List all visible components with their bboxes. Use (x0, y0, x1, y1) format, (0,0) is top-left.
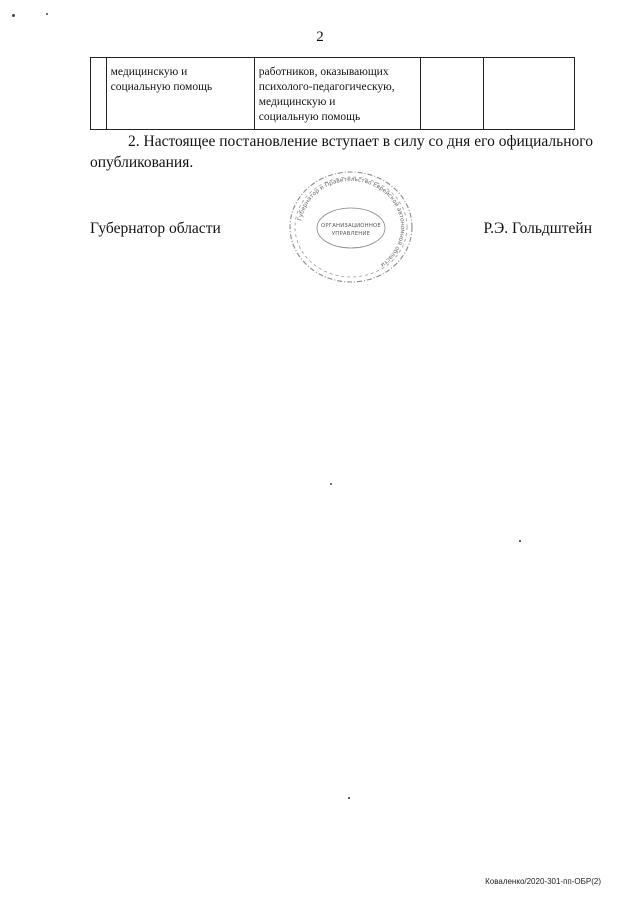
cell-text-line: работников, оказывающих (258, 66, 389, 78)
continuation-table (90, 57, 575, 130)
page-number: 2 (316, 29, 324, 45)
cell-text-line: медицинскую и (110, 66, 188, 78)
cell-text-line: медицинскую и (258, 96, 336, 108)
scan-speck (46, 13, 48, 15)
stamp-center-line: ОРГАНИЗАЦИОННОЕ (321, 223, 381, 229)
table-cell-number (91, 58, 107, 130)
scan-speck (12, 14, 15, 17)
cell-text-line: социальную помощь (110, 81, 213, 93)
cell-text-line: социальную помощь (258, 111, 361, 123)
scan-speck (330, 483, 332, 485)
table-cell-category (106, 58, 254, 130)
table-cell-empty (420, 58, 484, 130)
table-cell-empty (484, 58, 575, 130)
stamp-center-line: УПРАВЛЕНИЕ (331, 231, 371, 237)
official-stamp (284, 168, 418, 286)
body-paragraph: 2. Настоящее постановление вступает в силу со дня его официального опубликования. (90, 133, 593, 171)
cell-text-line: психолого-педагогическую, (258, 81, 395, 93)
signatory-title: Губернатор области (90, 220, 221, 237)
table-row (91, 58, 575, 130)
document-footer-code: Коваленко/2020-301-пп-ОБР(2) (485, 877, 601, 886)
scan-speck (348, 797, 350, 799)
table-cell-description (254, 58, 420, 130)
signatory-name: Р.Э. Гольдштейн (483, 220, 592, 237)
stamp-ring-text: Губернатор и Правительство Еврейской автономной области (297, 176, 406, 268)
scan-speck (519, 540, 521, 542)
